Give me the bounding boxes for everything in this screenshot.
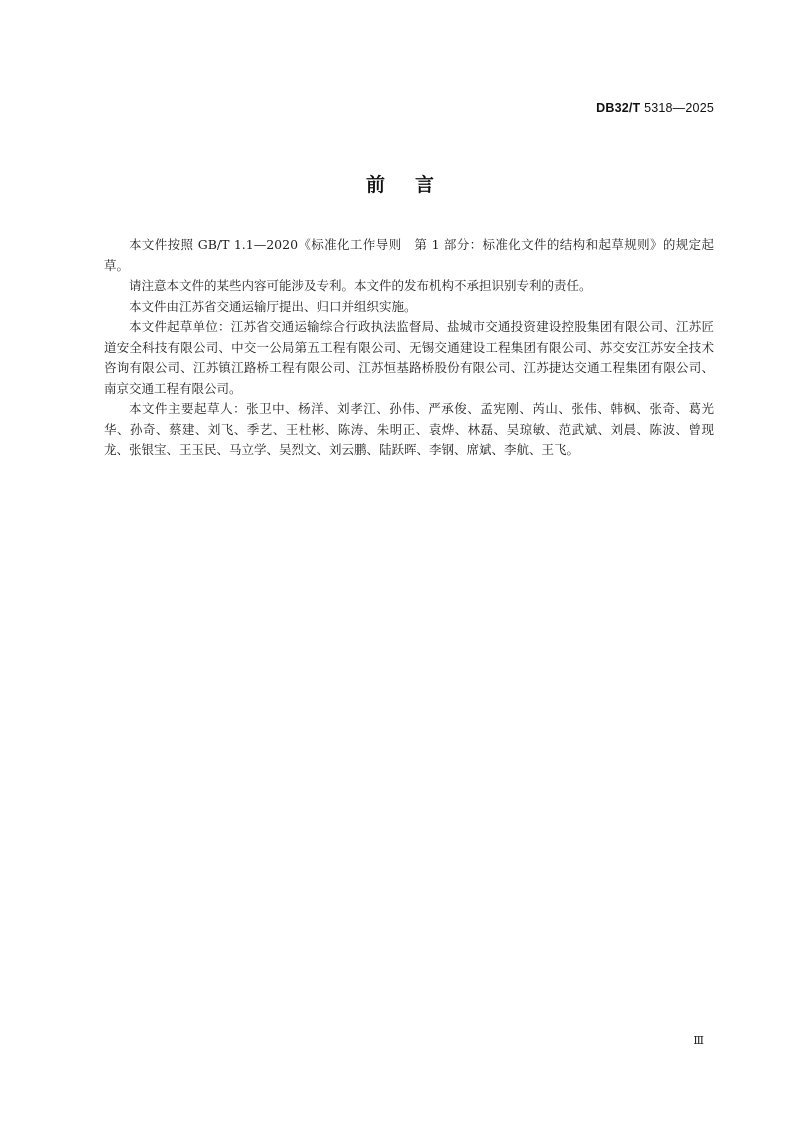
document-code <box>596 101 714 115</box>
page-number: Ⅲ <box>693 1034 704 1047</box>
paragraph-proposer: 本文件由江苏省交通运输厅提出、归口并组织实施。 <box>129 298 417 314</box>
foreword-body <box>104 235 714 461</box>
document-code-number: 5318—2025 <box>640 101 714 115</box>
paragraph-drafters: 本文件主要起草人：张卫中、杨洋、刘孝江、孙伟、严承俊、孟宪刚、芮山、张伟、韩枫、张奇、葛光华、孙奇、蔡建、刘飞、季艺、王杜彬、陈涛、朱明正、袁烨、林磊、吴琼敏、范武斌、刘晨、陈波、曾现龙、张银宝、王玉民、马立学、吴烈文、刘云鹏、陆跃晖、李钢、席斌、李航、王飞。 <box>104 401 714 457</box>
paragraph-drafting-rules: 本文件按照 GB/T 1.1—2020《标准化工作导则 第 1 部分：标准化文件的结构和起草规则》的规定起草。 <box>104 237 714 273</box>
page-title: 前言 <box>365 174 464 196</box>
document-code-prefix: DB32/T <box>596 101 641 115</box>
paragraph-drafting-units: 本文件起草单位：江苏省交通运输综合行政执法监督局、盐城市交通投资建设控股集团有限公司、江苏匠道安全科技有限公司、中交一公局第五工程有限公司、无锡交通建设工程集团有限公司、苏交安江苏安全技术咨询有限公司、江苏镇江路桥工程有限公司、江苏恒基路桥股份有限公司、江苏捷达交通工程集团有限公司、南京交通工程有限公司。 <box>104 319 714 396</box>
paragraph-patent-notice: 请注意本文件的某些内容可能涉及专利。本文件的发布机构不承担识别专利的责任。 <box>129 278 592 293</box>
